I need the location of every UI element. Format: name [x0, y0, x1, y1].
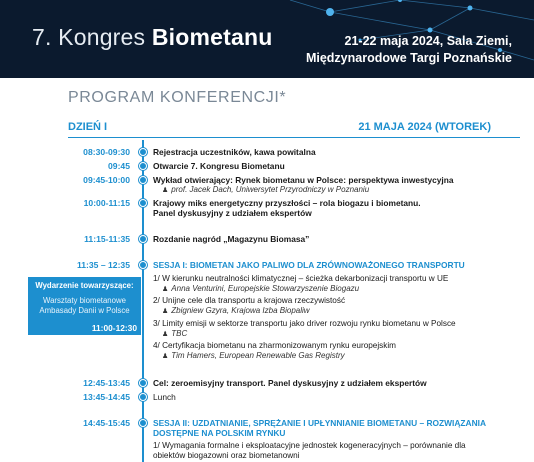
talk-title-line2: obiektów biogazowni oraz biometanowni: [153, 451, 300, 460]
program-title: PROGRAM KONFERENCJI*: [68, 89, 287, 106]
speaker-name: TBC: [171, 329, 188, 338]
person-icon: ♟: [162, 353, 169, 360]
talk-title: 4/ Certyfikacja biometanu na zharmonizowanym rynku europejskim: [153, 341, 397, 350]
speaker-line: [153, 329, 518, 340]
timeline-dot: [139, 235, 147, 243]
session-title: SESJA I: BIOMETAN JAKO PALIWO DLA ZRÓWNOWAŻONEGO TRANSPORTU: [153, 260, 465, 270]
schedule-item: Rozdanie nagród „Magazynu Biomasa”: [153, 234, 310, 244]
timeline-dot: [139, 148, 147, 156]
timeline-dot: [139, 379, 147, 387]
talk-title-line1: 1/ Wymagania formalne i eksploatacyjne jednostek kogeneracyjnych – porównanie dla: [153, 441, 466, 450]
timeline-dot: [139, 419, 147, 427]
schedule-item-title: Wykład otwierający: Rynek biometanu w Polsce: perspektywa inwestycyjna: [153, 175, 454, 185]
session-title-line2: DOSTĘPNE NA POLSKIM RYNKU: [153, 428, 286, 438]
person-icon: ♟: [162, 187, 169, 194]
day-date: 21 MAJA 2024 (WTOREK): [358, 121, 491, 133]
schedule-item-title-line2: Panel dyskusyjny z udziałem ekspertów: [153, 208, 312, 218]
side-event-time: 11:00-12:30: [91, 323, 137, 333]
talk-item: [153, 296, 518, 317]
talk-item: [153, 441, 518, 461]
person-icon: ♟: [162, 308, 169, 315]
talk-item: [153, 319, 518, 340]
timeline-dot: [139, 393, 147, 401]
schedule-time: 14:45-15:45: [83, 418, 130, 428]
speaker-name: Anna Venturini, Europejskie Stowarzyszenie Biogazu: [171, 284, 360, 293]
schedule-item: Otwarcie 7. Kongresu Biometanu: [153, 161, 285, 171]
schedule-time: 11:15-11:35: [84, 234, 130, 244]
speaker-name: prof. Jacek Dach, Uniwersytet Przyrodniczy w Poznaniu: [171, 185, 370, 194]
speaker-line: [153, 351, 518, 362]
side-event-line1: Warsztaty biometanowe: [43, 296, 126, 305]
talk-item: [153, 274, 518, 295]
event-date-line1: 21-22 maja 2024, Sala Ziemi,: [344, 34, 512, 48]
side-event-line2: Ambasady Danii w Polsce: [39, 306, 130, 315]
side-event-box: [28, 277, 141, 335]
schedule-item-title-line1: Krajowy miks energetyczny przyszłości – rola biogazu i biometanu.: [153, 198, 421, 208]
congress-title: [32, 24, 272, 51]
speaker-name: Tim Hamers, European Renewable Gas Registry: [171, 351, 345, 360]
congress-title-bold: Biometanu: [151, 24, 273, 50]
session-title-line1: SESJA II: UZDATNIANIE, SPRĘŻANIE I UPŁYNNIANIE BIOMETANU – ROZWIĄZANIA: [153, 418, 486, 428]
timeline-dot: [139, 199, 147, 207]
schedule-time: 09:45: [108, 161, 130, 171]
talk-title: 2/ Unijne cele dla transportu a krajowa rzeczywistość: [153, 296, 346, 305]
divider: [68, 137, 520, 138]
schedule-item: [153, 175, 518, 196]
timeline-line: [142, 140, 144, 462]
person-icon: ♟: [162, 331, 169, 338]
header-banner: [0, 0, 534, 78]
talk-title: 3/ Limity emisji w sektorze transportu jako driver rozwoju rynku biometanu w Polsce: [153, 319, 456, 328]
day-label: DZIEŃ I: [68, 121, 108, 133]
side-event-heading: Wydarzenie towarzyszące:: [35, 281, 134, 290]
schedule-time: 11:35 – 12:35: [76, 260, 130, 270]
talk-title: 1/ W kierunku neutralności klimatycznej – ścieżka dekarbonizacji transportu w UE: [153, 274, 449, 283]
schedule-item: Lunch: [153, 392, 176, 402]
schedule-time: 08:30-09:30: [83, 147, 130, 157]
event-date-line2: Międzynarodowe Targi Poznańskie: [305, 51, 512, 65]
congress-title-prefix: 7. Kongres: [32, 24, 152, 50]
speaker-line: [153, 185, 518, 196]
session-title: [153, 418, 518, 438]
schedule-item: Rejestracja uczestników, kawa powitalna: [153, 147, 316, 157]
schedule-time: 09:45-10:00: [83, 175, 130, 185]
speaker-line: [153, 306, 518, 317]
person-icon: ♟: [162, 286, 169, 293]
timeline-dot: [139, 162, 147, 170]
speaker-name: Zbigniew Gzyra, Krajowa Izba Biopaliw: [171, 306, 310, 315]
timeline-dot: [139, 176, 147, 184]
event-date-venue: [306, 33, 512, 67]
schedule-time: 10:00-11:15: [83, 198, 130, 208]
schedule-time: 12:45-13:45: [83, 378, 130, 388]
timeline-dot: [139, 261, 147, 269]
schedule-item: Cel: zeroemisyjny transport. Panel dyskusyjny z udziałem ekspertów: [153, 378, 427, 388]
schedule-item: [153, 198, 518, 218]
side-event-description: [28, 296, 141, 316]
talk-item: [153, 341, 518, 362]
schedule-time: 13:45-14:45: [83, 392, 130, 402]
speaker-line: [153, 284, 518, 295]
